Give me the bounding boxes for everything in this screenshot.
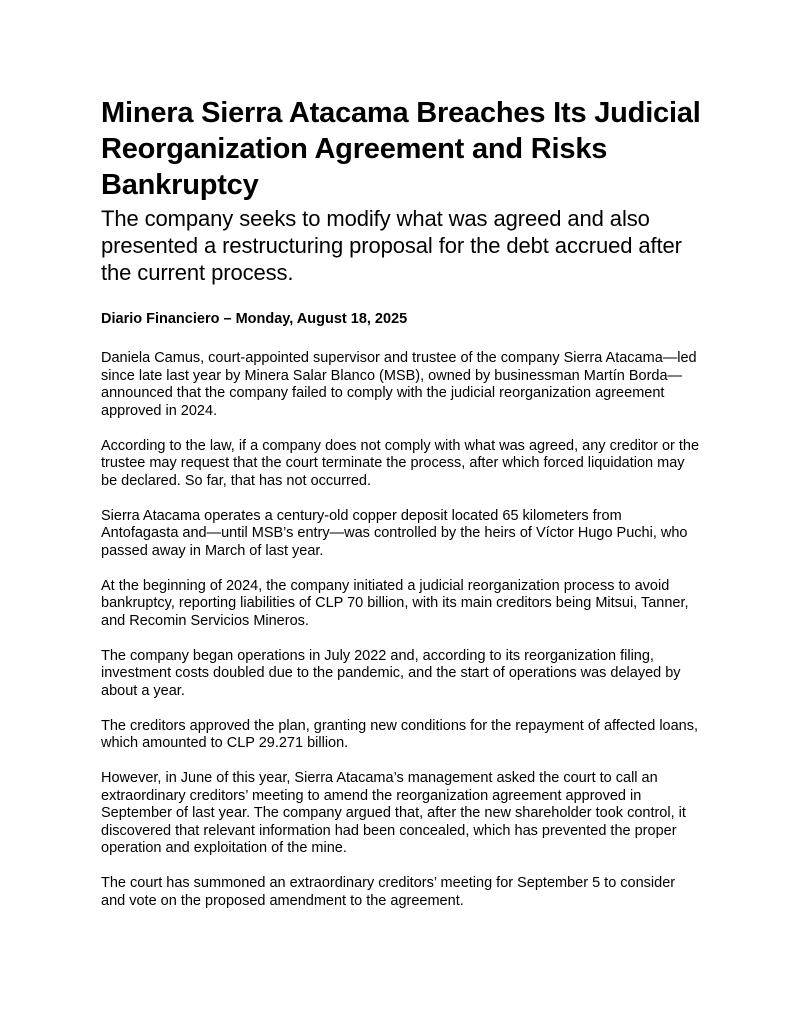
paragraph: Daniela Camus, court-appointed supervisor and trustee of the company Sierra Atacama—led since late last year by Minera Salar Blanco (MSB), owned by businessman Martín Borda—announced that the company failed to comply with the judicial reorganization agreement approved in 2024.	[101, 350, 697, 419]
article-headline: Minera Sierra Atacama Breaches Its Judicial Reorganization Agreement and Risks Bankruptcy	[101, 97, 701, 201]
paragraph: At the beginning of 2024, the company initiated a judicial reorganization process to avoid bankruptcy, reporting liabilities of CLP 70 billion, with its main creditors being Mitsui, Tanner, and Recomin Servicios Mineros.	[101, 577, 689, 629]
article-byline: Diario Financiero – Monday, August 18, 2025	[101, 311, 408, 327]
article-subheadline: The company seeks to modify what was agreed and also presented a restructuring proposal for the debt accrued after the current process.	[101, 206, 682, 285]
article-body	[101, 350, 701, 910]
paragraph: However, in June of this year, Sierra Atacama’s management asked the court to call an extraordinary creditors’ meeting to amend the reorganization agreement approved in September of last year. The company argued that, after the new shareholder took control, it discovered that relevant information had been concealed, which has prevented the proper operation and exploitation of the mine.	[101, 770, 686, 856]
paragraph: The company began operations in July 2022 and, according to its reorganization filing, investment costs doubled due to the pandemic, and the start of operations was delayed by about a year.	[101, 647, 681, 699]
article	[101, 95, 701, 928]
paragraph: The court has summoned an extraordinary creditors’ meeting for September 5 to consider and vote on the proposed amendment to the agreement.	[101, 875, 676, 909]
paragraph: The creditors approved the plan, granting new conditions for the repayment of affected loans, which amounted to CLP 29.271 billion.	[101, 717, 699, 751]
paragraph: According to the law, if a company does not comply with what was agreed, any creditor or the trustee may request that the court terminate the process, after which forced liquidation may be declared. So far, that has not occurred.	[101, 437, 700, 489]
paragraph: Sierra Atacama operates a century-old copper deposit located 65 kilometers from Antofagasta and—until MSB’s entry—was controlled by the heirs of Víctor Hugo Puchi, who passed away in March of last year.	[101, 507, 688, 559]
